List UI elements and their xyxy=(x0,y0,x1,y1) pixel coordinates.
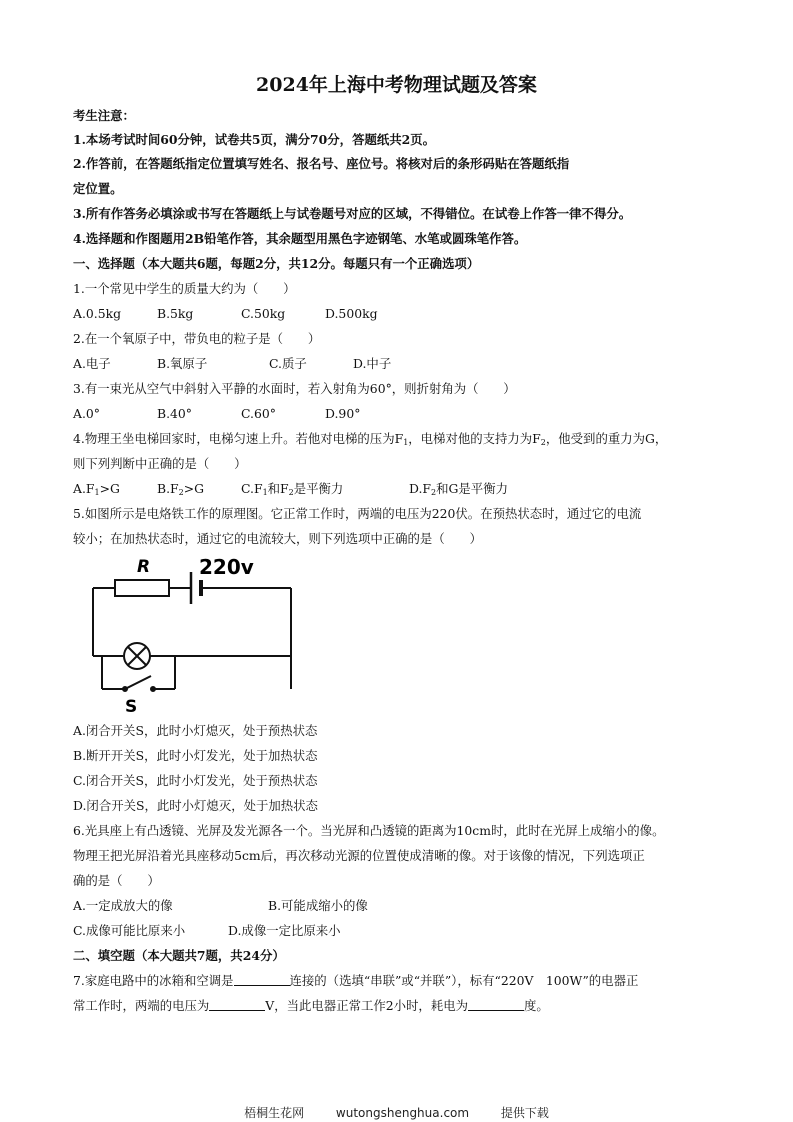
resistor-label: R xyxy=(137,557,151,577)
q7-blank-2 xyxy=(209,998,265,1011)
q4-options xyxy=(73,480,508,502)
q2-stem: 2.在一个氧原子中，带负电的粒子是（ ） xyxy=(73,331,321,346)
q1-option-d: D.500kg xyxy=(325,306,378,321)
q5-option-c: C.闭合开关S，此时小灯发光，处于预热状态 xyxy=(73,773,318,788)
notice-item-2: 2.作答前，在答题纸指定位置填写姓名、报名号、座位号。将核对后的条形码贴在答题纸指 xyxy=(73,156,570,171)
q2-options xyxy=(73,355,391,373)
switch-symbol xyxy=(125,676,151,689)
section2-heading: 二、填空题（本大题共7题，共24分） xyxy=(73,948,285,963)
q7-blank-1 xyxy=(234,973,290,986)
q4-option-d: $D.F_2$和G是平衡力 xyxy=(409,481,508,497)
q5-stem-cont: 较小；在加热状态时，通过它的电流较大，则下列选项中正确的是（ ） xyxy=(73,531,482,546)
q4-option-a: $A.F_1>G$ xyxy=(73,481,120,497)
voltage-label: 220v xyxy=(199,555,254,579)
q3-option-c: C.60° xyxy=(241,406,276,421)
q1-option-a: A.0.5kg xyxy=(73,306,122,321)
q2-option-c: C.质子 xyxy=(269,356,307,371)
resistor-symbol xyxy=(115,580,169,596)
notice-item-3: 3.所有作答务必填涂或书写在答题纸上与试卷题号对应的区域，不得错位。在试卷上作答一律不得分。 xyxy=(73,206,632,221)
q5-option-d: D.闭合开关S，此时小灯熄灭，处于加热状态 xyxy=(73,798,318,813)
q3-option-a: A.0° xyxy=(73,406,100,421)
q2-option-b: B.氧原子 xyxy=(157,356,208,371)
q1-option-c: C.50kg xyxy=(241,306,286,321)
q1-options xyxy=(73,305,378,323)
q3-option-b: B.40° xyxy=(157,406,193,421)
q6-options-row2 xyxy=(73,922,341,940)
q7-blank-3 xyxy=(468,998,524,1011)
q6-stem: 6.光具座上有凸透镜、光屏及发光源各一个。当光屏和凸透镜的距离为10cm时，此时在光屏上成缩小的像。 xyxy=(73,823,665,838)
q4-stem-cont: 则下列判断中正确的是（ ） xyxy=(73,456,247,471)
q6-option-b: B.可能成缩小的像 xyxy=(268,898,368,913)
notice-heading: 考生注意： xyxy=(73,108,135,123)
q3-stem: 3.有一束光从空气中斜射入平静的水面时，若入射角为60°，则折射角为（ ） xyxy=(73,381,516,396)
q3-option-d: D.90° xyxy=(325,406,361,421)
q6-stem-cont: 物理王把光屏沿着光具座移动5cm后，再次移动光源的位置使成清晰的像。对于该像的情况，下列选项正 xyxy=(73,848,645,863)
q5-stem: 5.如图所示是电烙铁工作的原理图。它正常工作时，两端的电压为220伏。在预热状态时，通过它的电流 xyxy=(73,506,642,521)
q6-option-a: A.一定成放大的像 xyxy=(73,898,173,913)
switch-label: S xyxy=(125,697,138,717)
q6-option-c: C.成像可能比原来小 xyxy=(73,923,186,938)
q1-stem: 1.一个常见中学生的质量大约为（ ） xyxy=(73,281,296,296)
q2-option-d: D.中子 xyxy=(353,356,392,371)
notice-item-1: 1.本场考试时间60分钟，试卷共5页，满分70分，答题纸共2页。 xyxy=(73,132,436,147)
q5-option-b: B.断开开关S，此时小灯发光，处于加热状态 xyxy=(73,748,318,763)
page-footer xyxy=(0,1104,793,1121)
q7-line1: 7.家庭电路中的冰箱和空调是 连接的（选填“串联”或“并联”），标有“220V 100W”的电器正 xyxy=(73,973,639,988)
notice-item-2-cont: 定位置。 xyxy=(73,181,123,196)
q4-option-b: $B.F_2>G$ xyxy=(157,481,205,497)
q6-stem-cont2: 确的是（ ） xyxy=(73,873,160,888)
notice-item-4: 4.选择题和作图题用2B铅笔作答，其余题型用黑色字迹钢笔、水笔或圆珠笔作答。 xyxy=(73,231,527,246)
footer-site-url[interactable]: wutongshenghua.com xyxy=(335,1106,470,1120)
q4-option-c: $C.F_1$和$F_2$是平衡力 xyxy=(241,481,344,497)
q6-options-row1 xyxy=(73,897,368,915)
footer-download-text: 提供下载 xyxy=(500,1106,549,1120)
page-title: 2024年上海中考物理试题及答案 xyxy=(256,74,537,96)
q5-option-a: A.闭合开关S，此时小灯熄灭，处于预热状态 xyxy=(73,723,318,738)
q6-option-d: D.成像一定比原来小 xyxy=(228,923,341,938)
q4-stem: 4.物理王坐电梯回家时，电梯匀速上升。若他对电梯的压为$F_1$，电梯对他的支持力为$F_2$，他受到的重力为G， xyxy=(73,431,668,447)
circuit-diagram xyxy=(85,552,305,717)
q7-line2: 常工作时，两端的电压为 V，当此电器正常工作2小时，耗电为 度。 xyxy=(73,998,549,1013)
q2-option-a: A.电子 xyxy=(73,356,111,371)
q3-options xyxy=(73,405,360,423)
footer-site-name: 梧桐生花网 xyxy=(244,1106,305,1120)
section1-heading: 一、选择题（本大题共6题，每题2分，共12分。每题只有一个正确选项） xyxy=(73,256,480,271)
q1-option-b: B.5kg xyxy=(157,306,194,321)
